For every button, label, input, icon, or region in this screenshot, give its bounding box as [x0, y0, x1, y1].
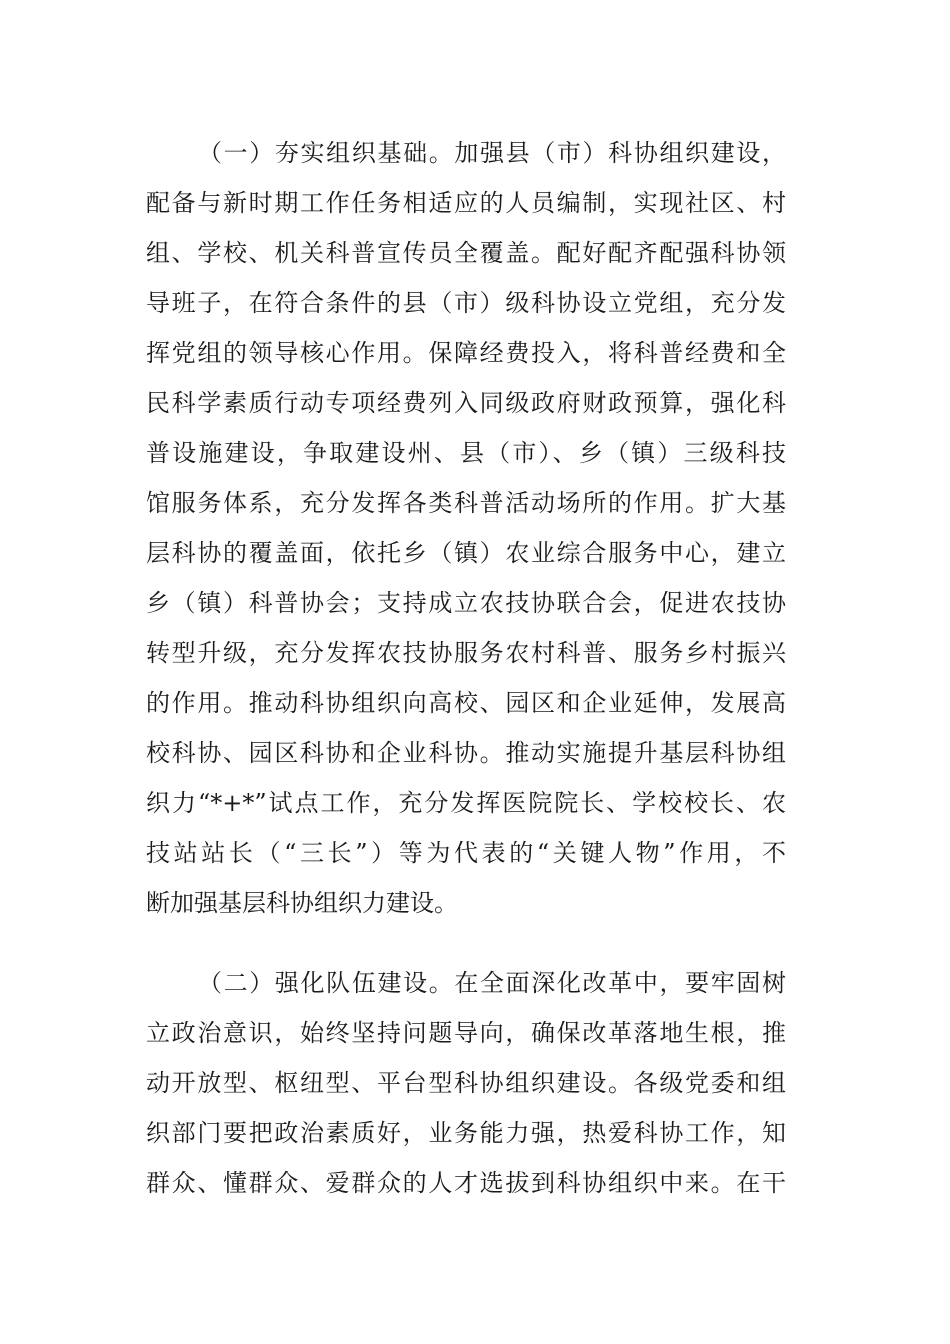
text-line: 转型升级，充分发挥农技协服务农村科普、服务乡村振兴: [146, 639, 786, 667]
text-line: 组、学校、机关科普宣传员全覆盖。配好配齐配强科协领: [146, 239, 786, 267]
text-line: 乡（镇）科普协会；支持成立农技协联合会，促进农技协: [146, 589, 786, 617]
text-line: 挥党组的领导核心作用。保障经费投入，将科普经费和全: [146, 339, 786, 367]
text-line: 层科协的覆盖面，依托乡（镇）农业综合服务中心，建立: [146, 539, 786, 567]
text-line: 断加强基层科协组织力建设。: [146, 889, 458, 917]
text-line: 的作用。推动科协组织向高校、园区和企业延伸，发展高: [146, 689, 786, 717]
text-line: 织部门要把政治素质好，业务能力强，热爱科协工作，知: [146, 1119, 786, 1147]
text-line: 技站站长（“三长”）等为代表的“关键人物”作用，不: [146, 839, 786, 867]
text-line: （一）夯实组织基础。加强县（市）科协组织建设，: [198, 139, 786, 167]
text-line: 导班子，在符合条件的县（市）级科协设立党组，充分发: [146, 289, 786, 317]
text-line: 普设施建设，争取建设州、县（市）、乡（镇）三级科技: [146, 439, 786, 467]
text-line: （二）强化队伍建设。在全面深化改革中，要牢固树: [198, 969, 786, 997]
text-line: 校科协、园区科协和企业科协。推动实施提升基层科协组: [146, 739, 786, 767]
text-line: 群众、懂群众、爱群众的人才选拔到科协组织中来。在干: [146, 1169, 786, 1197]
text-line: 配备与新时期工作任务相适应的人员编制，实现社区、村: [146, 189, 786, 217]
text-line: 织力“*+*”试点工作，充分发挥医院院长、学校校长、农: [146, 789, 786, 817]
text-line: 立政治意识，始终坚持问题导向，确保改革落地生根，推: [146, 1019, 786, 1047]
text-line: 馆服务体系，充分发挥各类科普活动场所的作用。扩大基: [146, 489, 786, 517]
text-line: 民科学素质行动专项经费列入同级政府财政预算，强化科: [146, 389, 786, 417]
text-line: 动开放型、枢纽型、平台型科协组织建设。各级党委和组: [146, 1069, 786, 1097]
